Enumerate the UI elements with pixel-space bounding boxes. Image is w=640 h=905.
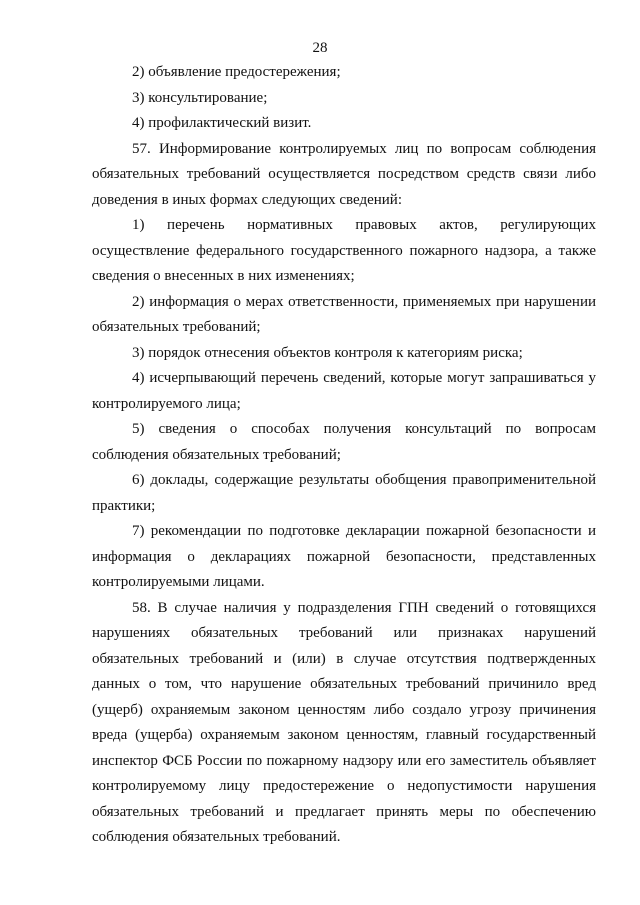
list-item-57-2: 2) информация о мерах ответственности, применяемых при нарушении обязательных требований;	[92, 293, 596, 335]
list-item-4: 4) профилактический визит.	[132, 115, 312, 131]
list-item-57-3: 3) порядок отнесения объектов контроля к категориям риска;	[132, 344, 523, 361]
list-item-57-1: 1) перечень нормативных правовых актов, регулирующих осуществление федерального государственного пожарного надзора, а также сведения о внесенных в них изменениях;	[92, 217, 596, 284]
list-item-2: 2) объявление предостережения;	[132, 64, 341, 80]
paragraph-57: 57. Информирование контролируемых лиц по вопросам соблюдения обязательных требований осуществляется посредством средств связи либо доведения в иных формах следующих сведений:	[92, 140, 596, 208]
list-item-57-7: 7) рекомендации по подготовке декларации пожарной безопасности и информация о декларациях пожарной безопасности, представленных контролируемыми лицами.	[92, 523, 596, 590]
list-item-57-5: 5) сведения о способах получения консультаций по вопросам соблюдения обязательных требований;	[92, 421, 596, 463]
list-item-57-6: 6) доклады, содержащие результаты обобщения правоприменительной практики;	[92, 472, 596, 514]
document-body	[92, 60, 596, 851]
list-item-3: 3) консультирование;	[132, 89, 268, 106]
page-number: 28	[312, 40, 328, 56]
paragraph-58: 58. В случае наличия у подразделения ГПН сведений о готовящихся нарушениях обязательных требований или признаках нарушений обязательных требований и (или) в случае отсутствия подтвержденных данных о том, что нарушение обязательных требований причинило вред (ущерб) охраняемым законом ценностям либо создало угрозу причинения вреда (ущерба) охраняемым законом ценностям, главный государственный инспектор ФСБ России по пожарному надзору или его заместитель объявляет контролируемому лицу предостережение о недопустимости нарушения обязательных требований и предлагает принять меры по обеспечению соблюдения обязательных требований.	[92, 599, 596, 845]
list-item-57-4: 4) исчерпывающий перечень сведений, которые могут запрашиваться у контролируемого лица;	[92, 370, 596, 412]
